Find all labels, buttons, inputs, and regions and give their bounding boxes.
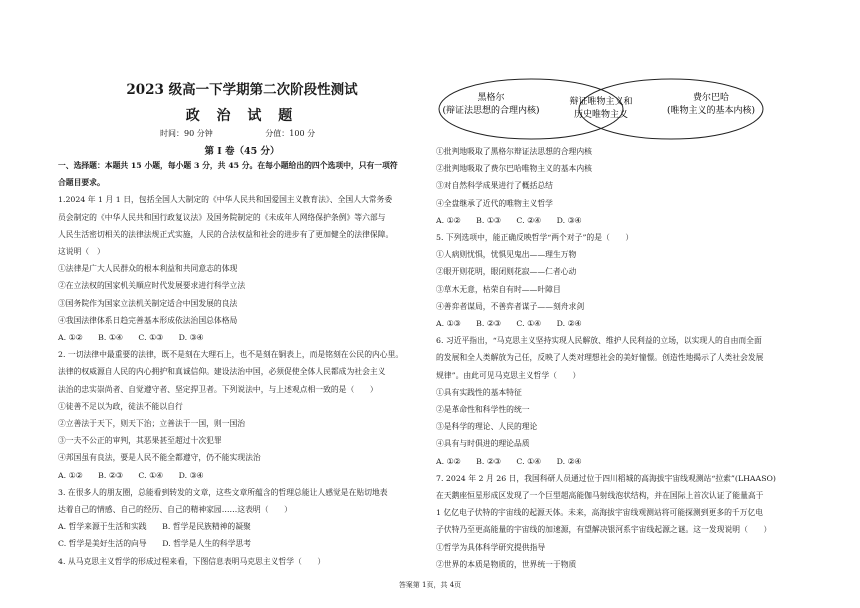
text-line: ①人病则忧惧，忧惧见鬼出——理生万物: [436, 250, 577, 260]
text-line: 法治的忠实崇尚者、自觉遵守者、坚定捍卫者。下列说法中，与上述观点相一致的是（ ）: [58, 384, 378, 394]
text-line: ②批判地吸取了费尔巴哈唯物主义的基本内核: [436, 164, 592, 174]
text-line: 1.2024 年 1 月 1 日，包括全国人大制定的《中华人民共和国爱国主义教育法》、全国人大常务委: [58, 195, 393, 205]
exam-meta: [160, 128, 365, 139]
hegel-label: 黑格尔: [477, 93, 505, 103]
text-line: ③一夫不公正的审判，其恶果甚至超过十次犯罪: [58, 436, 222, 446]
text-line: ①法律是广大人民群众的根本利益和共同意志的体现: [58, 264, 238, 274]
text-line: 5. 下列选项中，能正确反映哲学“两个对子”的是（ ）: [436, 233, 634, 242]
text-line: 在天鹅座恒星形成区发现了一个巨型超高能伽马射线泡状结构，并在国际上首次认证了能量高于: [436, 491, 764, 500]
exam-subject: 政 治 试 题: [185, 108, 299, 124]
text-line: 合题目要求。: [58, 178, 105, 188]
text-line: A. ①② B. ①④ C. ①③ D. ③④: [58, 333, 204, 342]
text-line: 子伏特乃至更高能量的宇宙线的加速源，有望解决银河系宇宙线起源之谜。这一发现说明（ ）: [436, 525, 772, 535]
text-line: A. 哲学来源于生活和实践 B. 哲学是民族精神的凝聚: [58, 522, 251, 532]
text-line: A. ①② B. ①③ C. ②④ D. ③④: [436, 215, 582, 225]
text-line: 人民生活密切相关的法律法规正式实施，人民的合法权益和社会的进步有了更加健全的法律保障。: [58, 229, 394, 239]
text-line: 达着自己的情感、自己的经历、自己的精神家园……这表明（ ）: [58, 505, 292, 514]
text-line: ③草木无意，枯荣自有时——叶障目: [436, 284, 561, 294]
text-line: 4. 从马克思主义哲学的形成过程来看，下图信息表明马克思主义哲学（ ）: [58, 556, 326, 566]
center-label-1: 辩证唯物主义和: [569, 97, 633, 107]
text-line: 法律的权威源自人民的内心拥护和真诚信仰。建设法治中国，必须促使全体人民都成为社会主义: [58, 367, 386, 377]
exam-time: 时间：90 分钟: [160, 129, 213, 138]
text-line: 一、选择题：本题共 15 小题，每小题 3 分，共 45 分。在每小题给出的四个选项中，只有一项符: [58, 161, 398, 170]
text-line: ②是革命性和科学性的统一: [436, 405, 530, 414]
text-line: A. ①② B. ②③ C. ①④ D. ②④: [436, 456, 582, 466]
feuerbach-label: 费尔巴哈: [692, 93, 730, 103]
text-line: 7. 2024 年 2 月 26 日，我国科研人员通过位于四川稻城的高海拔宇宙线观测站“拉索”(LHAASO): [436, 473, 776, 483]
text-line: ④善弈者谋局，不善弈者谋子——刻舟求剑: [436, 301, 585, 311]
text-line: ③对自然科学成果进行了概括总结: [436, 181, 553, 191]
text-line: ④我国法律体系日趋完善基本形成依法治国总体格局: [58, 315, 238, 325]
text-line: ①徒善不足以为政，徒法不能以自行: [58, 401, 183, 411]
text-line: 6. 习近平指出，“马克思主义坚持实现人民解放、维护人民利益的立场，以实现人的自由而全面: [436, 336, 762, 346]
page-footer: 答案第 1页，共 4页: [398, 581, 462, 589]
text-line: ②眼开则花明，眼闭则花寂——仁者心动: [436, 267, 577, 277]
text-line: ②立善法于天下，则天下治；立善法于一国，则一国治: [58, 419, 246, 428]
text-line: ④邦国虽有良法，要是人民不能全都遵守，仍不能实现法治: [58, 453, 261, 463]
text-line: ①哲学为具体科学研究提供指导: [436, 542, 546, 552]
text-line: 3. 在很多人的朋友圈，总能看到转发的文章，这些文章所蕴含的哲理总能让人感觉是在贴切地表: [58, 487, 388, 497]
text-line: 的发展和全人类解放为己任，反映了人类对理想社会的美好憧憬。创造性地揭示了人类社会发展: [436, 353, 764, 363]
text-line: ①批判地吸取了黑格尔辩证法思想的合理内核: [436, 147, 592, 156]
text-line: A. ①② B. ②③ C. ①④ D. ③④: [58, 470, 204, 480]
center-label-2: 历史唯物主义: [573, 110, 629, 120]
text-line: ②世界的本质是物质的，世界统一于物质: [436, 559, 577, 569]
text-line: 这说明（ ）: [58, 247, 105, 256]
text-line: C. 哲学是美好生活的向导 D. 哲学是人生的科学思考: [58, 539, 252, 549]
text-line: 规律”。由此可见马克思主义哲学（ ）: [436, 370, 581, 380]
exam-title: 2023 级高一下学期第二次阶段性测试: [126, 82, 358, 98]
text-line: 员会制定的《中华人民共和国行政复议法》及国务院制定的《未成年人网络保护条例》等六部与: [58, 212, 386, 222]
text-line: 2. 一切法律中最重要的法律，既不是刻在大理石上，也不是刻在铜表上，而是铭刻在公民的内心里。: [58, 350, 404, 360]
text-line: A. ①③ B. ②③ C. ①④ D. ②④: [436, 319, 582, 328]
text-line: ③是科学的理论、人民的理论: [436, 422, 538, 432]
exam-score: 分值：100 分: [265, 129, 316, 138]
part-heading: 第 Ⅰ 卷（45 分）: [204, 146, 280, 157]
text-line: ①具有实践性的基本特征: [436, 387, 522, 397]
feuerbach-sub: (唯物主义的基本内核): [666, 106, 756, 116]
text-line: ④具有与时俱进的理论品质: [436, 439, 530, 449]
text-line: ②在立法权的国家机关順应时代发展要求进行科学立法: [58, 281, 246, 291]
text-line: 1 亿亿电子伏特的宇宙线的起源天体。未来，高海拔宇宙线观测站将可能探测到更多的千万亿电: [436, 508, 764, 518]
text-line: ③国务院作为国家立法机关制定适合中国发展的良法: [58, 298, 238, 308]
hegel-feuerbach-diagram: [436, 76, 766, 142]
hegel-sub: (辩证法思想的合理内核): [442, 106, 540, 116]
text-line: ④全盘继承了近代的唯物主义哲学: [436, 198, 553, 208]
